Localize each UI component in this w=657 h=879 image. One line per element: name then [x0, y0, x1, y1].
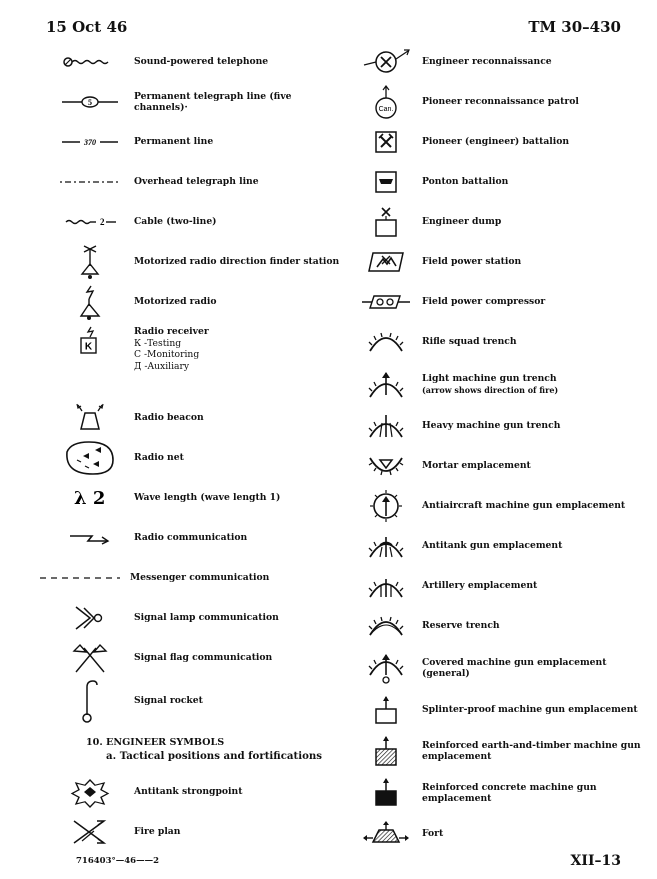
list-item: Signal flag communication	[50, 638, 340, 678]
list-item: λ 2 Wave length (wave length 1)	[50, 478, 340, 518]
fort-icon	[361, 820, 411, 848]
list-item: Field power station	[354, 242, 654, 282]
list-item: Covered machine gun emplacement (general)	[354, 646, 654, 690]
ponton-battalion-icon	[374, 170, 398, 194]
list-item: Overhead telegraph line	[50, 162, 340, 202]
heavy-mg-trench-icon	[366, 413, 406, 439]
radio-communication-icon	[68, 531, 112, 545]
svg-text:λ 2: λ 2	[74, 488, 106, 509]
signal-lamp-icon	[72, 603, 108, 633]
list-item: Pioneer (engineer) battalion	[354, 122, 654, 162]
messenger-communication-icon	[40, 573, 120, 583]
svg-text:K: K	[84, 341, 93, 353]
mortar-emplacement-icon	[366, 454, 406, 478]
reserve-trench-icon	[366, 615, 406, 637]
list-item: Radio communication	[50, 518, 340, 558]
permanent-telegraph-line-icon	[60, 95, 120, 109]
list-item: Antiaircraft machine gun emplacement	[354, 486, 654, 526]
light-mg-trench-icon	[366, 369, 406, 399]
manual-number: TM 30–430	[528, 18, 621, 36]
cable-two-line-icon	[60, 215, 120, 229]
left-engineer-column	[50, 772, 340, 852]
splinter-proof-mg-emplacement-icon	[373, 695, 399, 725]
list-item: Field power compressor	[354, 282, 654, 322]
list-item: Artillery emplacement	[354, 566, 654, 606]
page-number: XII–13	[570, 853, 621, 869]
list-item: Motorized radio direction finder station	[50, 242, 340, 282]
list-item: Fire plan	[50, 812, 340, 852]
list-item: Messenger communication	[50, 558, 340, 598]
field-power-compressor-icon	[360, 293, 412, 311]
list-item: Motorized radio	[50, 282, 340, 322]
list-item: Can. Pioneer reconnaissance patrol	[354, 82, 654, 122]
list-item: 2 Cable (two-line)	[50, 202, 340, 242]
right-symbol-column	[354, 42, 654, 854]
list-item: Antitank gun emplacement	[354, 526, 654, 566]
antitank-gun-emplacement-icon	[366, 533, 406, 559]
covered-mg-emplacement-icon	[366, 651, 406, 685]
section-heading: 10. ENGINEER SYMBOLS a. Tactical positions and fortifications	[86, 737, 323, 763]
rifle-squad-trench-icon	[366, 331, 406, 353]
motorized-radio-icon	[77, 284, 103, 320]
fire-plan-icon	[70, 817, 110, 847]
list-item: Fort	[354, 814, 654, 854]
sound-powered-telephone-icon	[60, 55, 120, 69]
left-symbol-column	[50, 42, 340, 724]
list-item: Sound-powered telephone	[50, 42, 340, 82]
list-item: Radio net	[50, 438, 340, 478]
list-item: Engineer dump	[354, 202, 654, 242]
list-item: Signal lamp communication	[50, 598, 340, 638]
wave-length-icon	[70, 488, 110, 508]
engineer-reconnaissance-icon	[360, 47, 412, 77]
engineer-dump-icon	[374, 206, 398, 238]
list-item: Heavy machine gun trench	[354, 406, 654, 446]
list-item: Signal rocket	[50, 678, 340, 724]
radio-beacon-icon	[73, 403, 107, 433]
print-code: 716403°—46——2	[76, 856, 159, 866]
reinforced-concrete-mg-icon	[373, 777, 399, 809]
radio-net-icon	[61, 440, 119, 476]
field-power-station-icon	[367, 251, 405, 273]
svg-text:5: 5	[88, 98, 92, 107]
signal-rocket-icon	[79, 679, 101, 723]
list-item: Reinforced earth-and-timber machine gun emplacement	[354, 730, 654, 772]
list-item: Rifle squad trench	[354, 322, 654, 362]
list-item: K Radio receiver К -Testing С -Monitoring Д -Auxiliary	[50, 322, 340, 398]
list-item: Reserve trench	[354, 606, 654, 646]
list-item: Splinter-proof machine gun emplacement	[354, 690, 654, 730]
antiaircraft-mg-emplacement-icon	[368, 488, 404, 524]
svg-text:Can.: Can.	[378, 106, 394, 113]
list-item: Mortar emplacement	[354, 446, 654, 486]
pioneer-battalion-icon	[374, 130, 398, 154]
page-date: 15 Oct 46	[46, 18, 128, 36]
list-item: Ponton battalion	[354, 162, 654, 202]
list-item: Radio beacon	[50, 398, 340, 438]
artillery-emplacement-icon	[366, 573, 406, 599]
list-item: 370 Permanent line	[50, 122, 340, 162]
list-item: Antitank strongpoint	[50, 772, 340, 812]
motorized-radio-direction-finder-icon	[78, 244, 102, 280]
overhead-telegraph-line-icon	[58, 175, 122, 189]
list-item: Engineer reconnaissance	[354, 42, 654, 82]
radio-receiver-icon	[77, 326, 103, 356]
list-item: Light machine gun trench (arrow shows direction of fire)	[354, 362, 654, 406]
list-item: 5 Permanent telegraph line (five channels)·	[50, 82, 340, 122]
reinforced-earth-timber-mg-icon	[373, 735, 399, 767]
svg-text:2: 2	[100, 217, 105, 227]
svg-text:370: 370	[84, 138, 96, 147]
list-item: Reinforced concrete machine gun emplacement	[354, 772, 654, 814]
signal-flag-icon	[72, 642, 108, 674]
permanent-line-icon	[60, 135, 120, 149]
pioneer-reconnaissance-patrol-icon	[371, 84, 401, 120]
antitank-strongpoint-icon	[70, 777, 110, 807]
